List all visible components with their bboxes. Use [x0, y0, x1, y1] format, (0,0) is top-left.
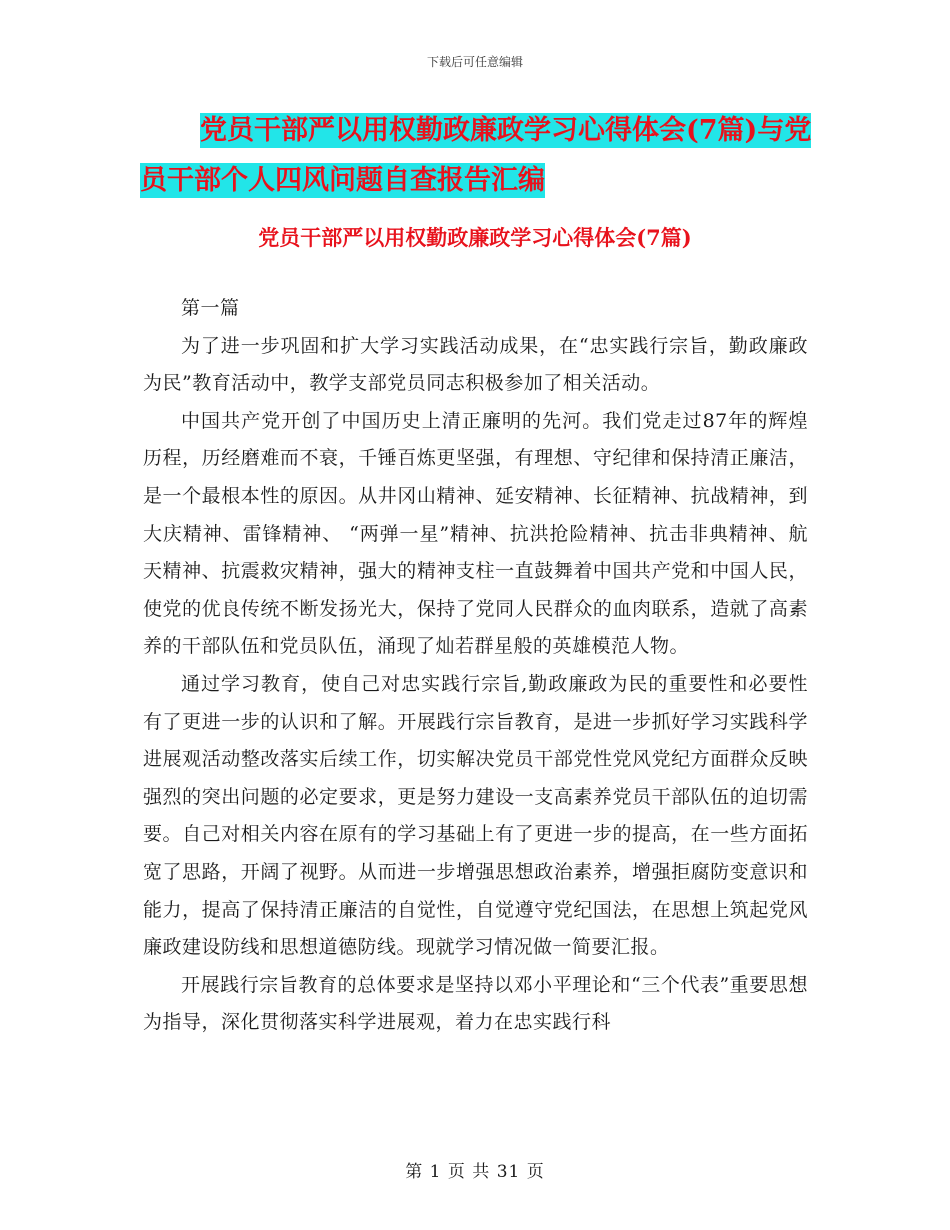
section-title: 党员干部严以用权勤政廉政学习心得体会(7篇) [258, 225, 692, 250]
paragraph: 中国共产党开创了中国历史上清正廉明的先河。我们党走过87年的辉煌历程，历经磨难而不衰，千锤百炼更坚强，有理想、守纪律和保持清正廉洁，是一个最根本性的原因。从井冈山精神、延安精神、长征精神、抗战精神，到大庆精神、雷锋精神、 “两弹一星”精神、抗洪抢险精神、抗击非典精神、航天精神、抗震救灾精神，强大的精神支柱一直鼓舞着中国共产党和中国人民，使党的优良传统不断发扬光大，保持了党同人民群众的血肉联系，造就了高素养的干部队伍和党员队伍，涌现了灿若群星般的英雄模范人物。 [143, 409, 808, 658]
paragraph: 通过学习教育，使自己对忠实践行宗旨,勤政廉政为民的重要性和必要性有了更进一步的认识和了解。开展践行宗旨教育，是进一步抓好学习实践科学进展观活动整改落实后续工作，切实解决党员干部党性党风党纪方面群众反映强烈的突出问题的必定要求，更是努力建设一支高素养党员干部队伍的迫切需要。自己对相关内容在原有的学习基础上有了更进一步的提高，在一些方面拓宽了思路，开阔了视野。从而进一步增强思想政治素养，增强拒腐防变意识和能力，提高了保持清正廉洁的自觉性，自觉遵守党纪国法，在思想上筑起党风廉政建设防线和思想道德防线。现就学习情况做一简要汇报。 [143, 672, 808, 959]
document-title [140, 106, 840, 206]
document-body [143, 290, 808, 1042]
title-line-2: 员干部个人四风问题自查报告汇编 [140, 165, 545, 196]
page-number: 第 1 页 共 31 页 [405, 1162, 545, 1182]
section-label: 第一篇 [181, 297, 240, 319]
paragraph: 为了进一步巩固和扩大学习实践活动成果，在“忠实践行宗旨，勤政廉政为民”教育活动中，教学支部党员同志积极参加了相关活动。 [143, 334, 808, 395]
title-line-1: 党员干部严以用权勤政廉政学习心得体会(7篇)与党 [200, 115, 812, 146]
paragraph: 开展践行宗旨教育的总体要求是坚持以邓小平理论和“三个代表”重要思想为指导，深化贯彻落实科学进展观，着力在忠实践行科 [143, 973, 808, 1034]
header-note: 下载后可任意编辑 [426, 55, 523, 69]
